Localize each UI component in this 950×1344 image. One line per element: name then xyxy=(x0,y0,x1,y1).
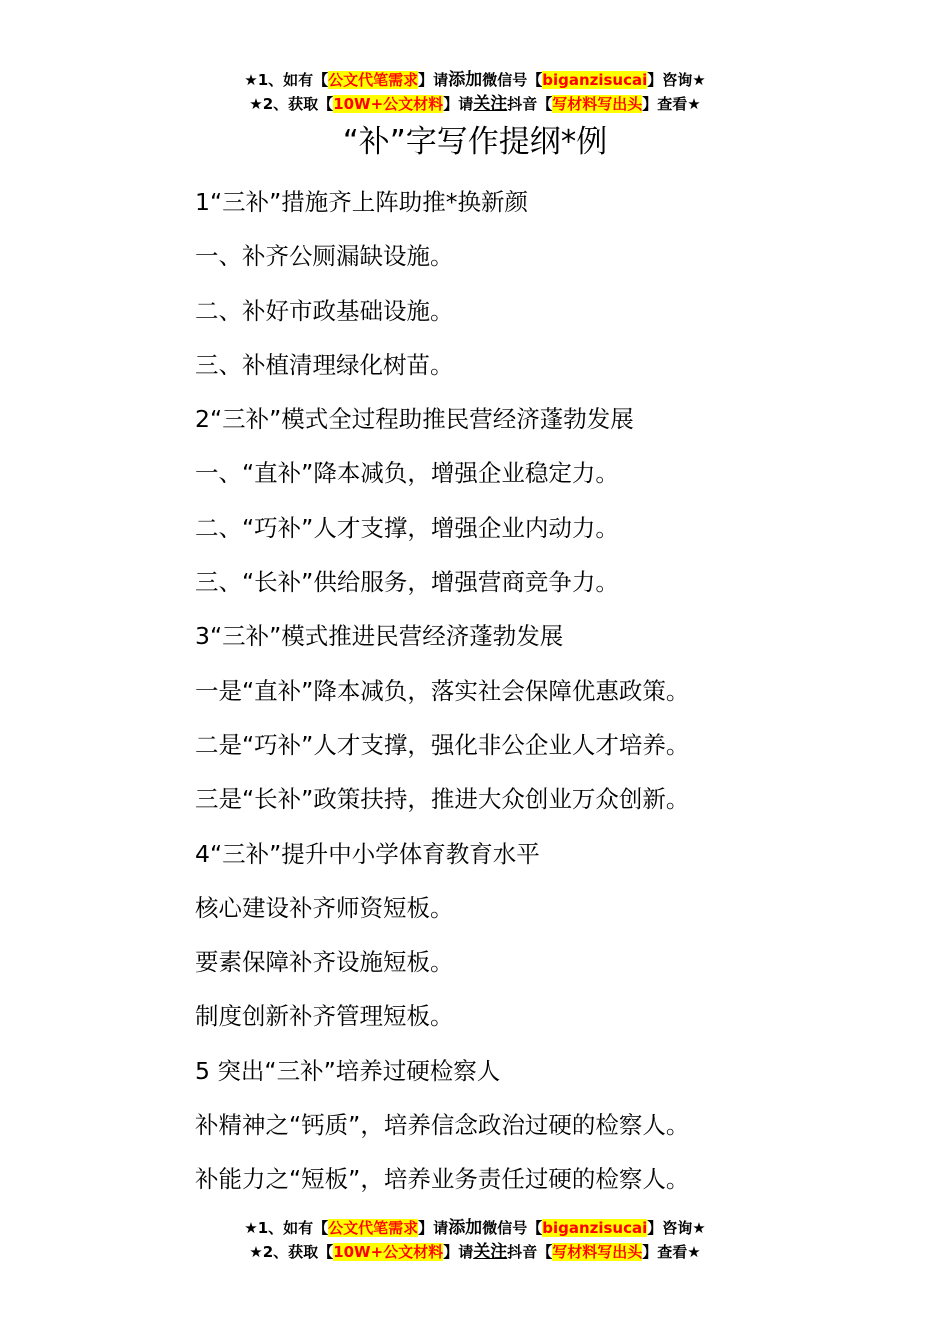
outline-item: 一是“直补”降本减负，落实社会保障优惠政策。 xyxy=(195,676,690,705)
banner-line-1: ★1、如有【公文代笔需求】请添加微信号【biganzisucai】咨询★ xyxy=(244,1218,706,1238)
outline-item: 三、“长补”供给服务，增强营商竞争力。 xyxy=(195,568,619,597)
outline-heading-4: 4“三补”提升中小学体育教育水平 xyxy=(195,839,540,868)
outline-heading-3: 3“三补”模式推进民营经济蓬勃发展 xyxy=(195,622,564,651)
outline-item: 要素保障补齐设施短板。 xyxy=(195,948,454,977)
outline-item: 二是“巧补”人才支撑，强化非公企业人才培养。 xyxy=(195,730,690,759)
header-banner xyxy=(0,68,950,116)
outline-item: 制度创新补齐管理短板。 xyxy=(195,1002,454,1031)
outline-item: 核心建设补齐师资短板。 xyxy=(195,893,454,922)
outline-item: 三、补植清理绿化树苗。 xyxy=(195,350,454,379)
banner-highlight-service: 公文代笔需求 xyxy=(328,1219,419,1237)
banner-highlight-service: 公文代笔需求 xyxy=(328,71,419,89)
footer-banner xyxy=(0,1216,950,1264)
outline-item: 补精神之“钙质”，培养信念政治过硬的检察人。 xyxy=(195,1111,690,1140)
outline-item: 三是“长补”政策扶持，推进大众创业万众创新。 xyxy=(195,785,690,814)
outline-item: 一、补齐公厕漏缺设施。 xyxy=(195,242,454,271)
outline-item: 二、补好市政基础设施。 xyxy=(195,296,454,325)
outline-heading-2: 2“三补”模式全过程助推民营经济蓬勃发展 xyxy=(195,405,634,434)
banner-highlight-douyin: 写材料写出头 xyxy=(552,1243,643,1261)
banner-line-2: ★2、获取【10W+公文材料】请关注抖音【写材料写出头】查看★ xyxy=(249,94,701,114)
banner-highlight-wechat-id: biganzisucai xyxy=(542,71,648,89)
banner-highlight-materials: 10W+公文材料 xyxy=(333,1243,444,1261)
banner-highlight-materials: 10W+公文材料 xyxy=(333,95,444,113)
banner-highlight-douyin: 写材料写出头 xyxy=(552,95,643,113)
banner-line-2: ★2、获取【10W+公文材料】请关注抖音【写材料写出头】查看★ xyxy=(249,1242,701,1262)
outline-item: 补能力之“短板”，培养业务责任过硬的检察人。 xyxy=(195,1165,690,1194)
document-body xyxy=(195,175,915,1207)
outline-item: 二、“巧补”人才支撑，增强企业内动力。 xyxy=(195,513,619,542)
outline-item: 一、“直补”降本减负，增强企业稳定力。 xyxy=(195,459,619,488)
banner-highlight-wechat-id: biganzisucai xyxy=(542,1219,648,1237)
banner-line-1: ★1、如有【公文代笔需求】请添加微信号【biganzisucai】咨询★ xyxy=(244,70,706,90)
outline-heading-1: 1“三补”措施齐上阵助推*换新颜 xyxy=(195,188,529,216)
outline-heading-5: 5 突出“三补”培养过硬检察人 xyxy=(195,1056,501,1085)
document-title: “补”字写作提纲*例 xyxy=(342,124,608,160)
